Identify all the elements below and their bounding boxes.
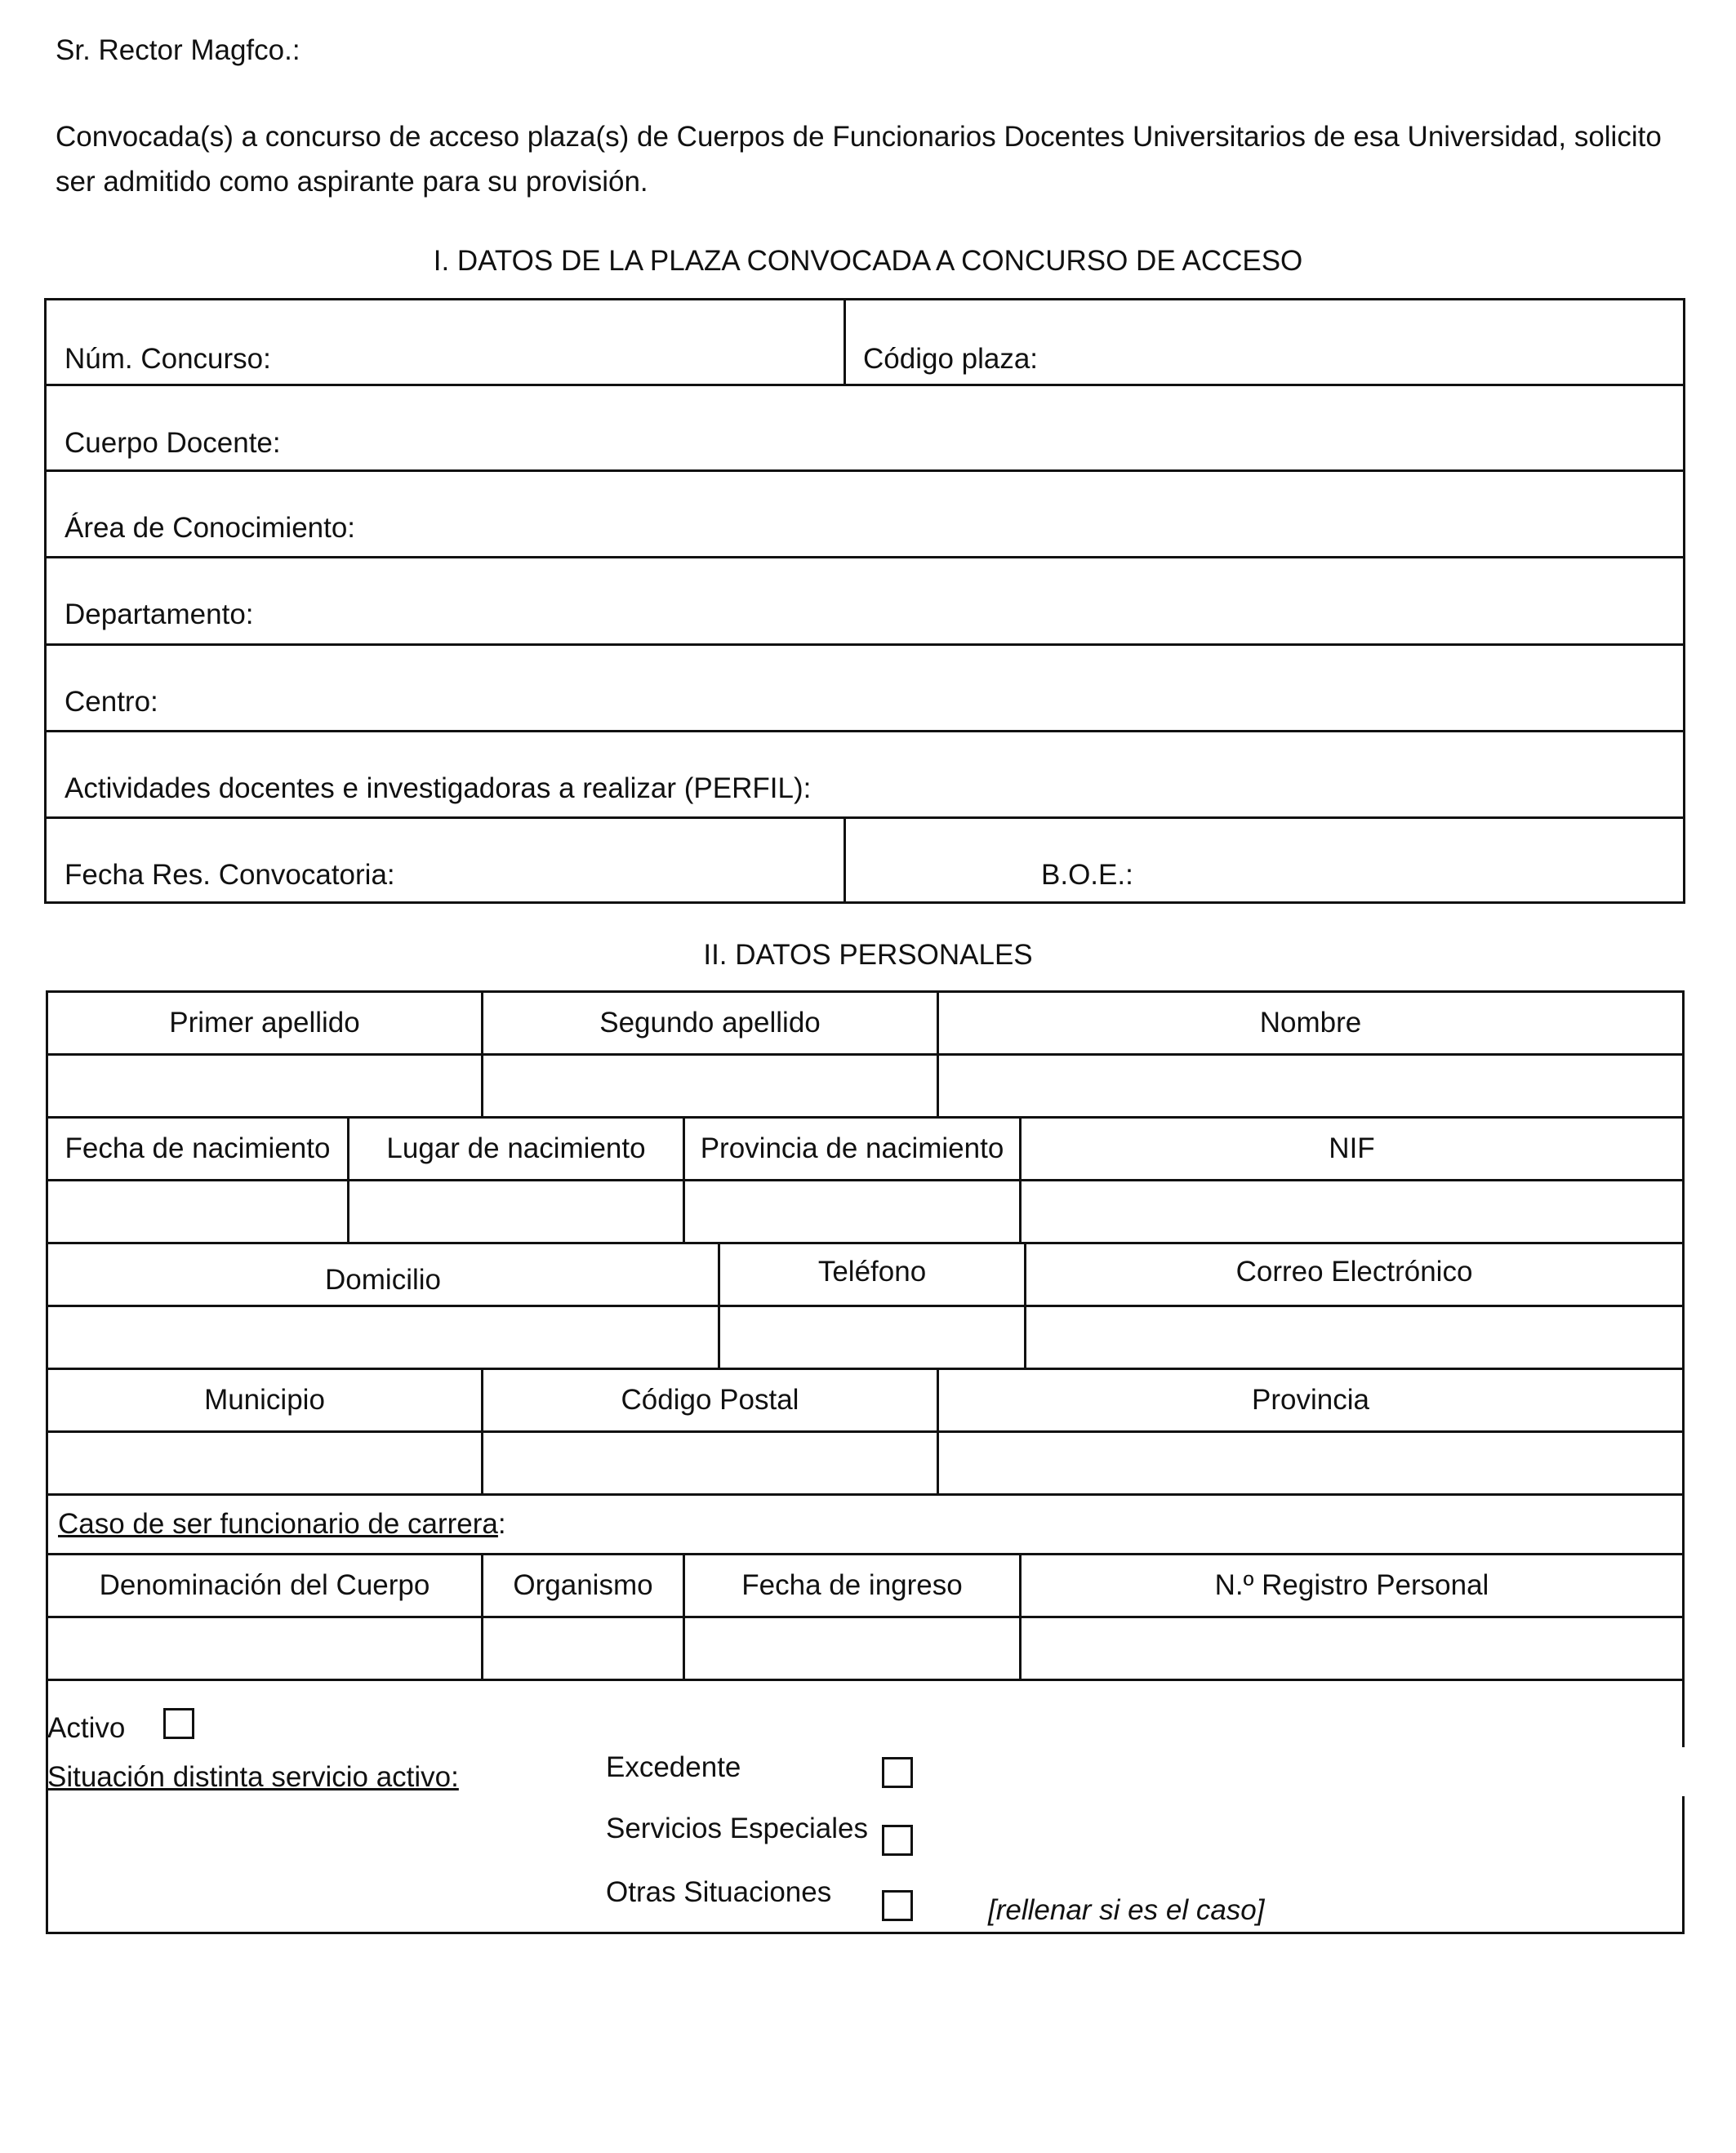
row-divider: [47, 816, 1683, 819]
correo-field[interactable]: [1024, 1305, 1685, 1370]
municipio-field[interactable]: [46, 1430, 483, 1496]
row-divider: [47, 643, 1683, 646]
telefono-header: Teléfono: [718, 1242, 1026, 1307]
departamento-label: Departamento:: [65, 598, 254, 630]
domicilio-field[interactable]: [46, 1305, 720, 1370]
funcionario-caption-row: [46, 1493, 1685, 1555]
fecha-nacimiento-field[interactable]: [46, 1179, 349, 1244]
lugar-nacimiento-field[interactable]: [347, 1179, 685, 1244]
section1-title: I. DATOS DE LA PLAZA CONVOCADA A CONCURSO DE ACCESO: [433, 245, 1303, 277]
codigo-postal-header: Código Postal: [481, 1368, 939, 1433]
organismo-field[interactable]: [481, 1616, 685, 1681]
municipio-header: Municipio: [46, 1368, 483, 1433]
centro-label: Centro:: [65, 686, 158, 718]
row-divider: [47, 730, 1683, 732]
situacion-label: Situación distinta servicio activo:: [47, 1761, 459, 1793]
codigo-plaza-label: Código plaza:: [863, 343, 1039, 375]
otras-situaciones-label: Otras Situaciones: [606, 1876, 832, 1908]
col-divider: [844, 817, 846, 901]
primer-apellido-field[interactable]: [46, 1053, 483, 1119]
registro-personal-header: N.º Registro Personal: [1019, 1553, 1685, 1618]
situacion-box-right-edge-lower: [1682, 1796, 1685, 1934]
rellenar-note: [rellenar si es el caso]: [988, 1894, 1265, 1926]
num-concurso-label: Núm. Concurso:: [65, 343, 271, 375]
cuerpo-docente-label: Cuerpo Docente:: [65, 427, 281, 459]
provincia-nacimiento-field[interactable]: [683, 1179, 1022, 1244]
activo-checkbox[interactable]: [163, 1708, 194, 1739]
plaza-table: [44, 298, 1685, 904]
organismo-header: Organismo: [481, 1553, 685, 1618]
nif-header: NIF: [1019, 1116, 1685, 1181]
primer-apellido-header: Primer apellido: [46, 990, 483, 1056]
fecha-ingreso-field[interactable]: [683, 1616, 1022, 1681]
correo-header: Correo Electrónico: [1024, 1242, 1685, 1307]
denominacion-field[interactable]: [46, 1616, 483, 1681]
row-divider: [47, 556, 1683, 558]
nombre-header: Nombre: [937, 990, 1685, 1056]
row-divider: [47, 384, 1683, 386]
funcionario-caption: Caso de ser funcionario de carrera: [58, 1508, 498, 1540]
fecha-res-label: Fecha Res. Convocatoria:: [65, 859, 395, 891]
actividades-label: Actividades docentes e investigadoras a realizar (PERFIL):: [65, 772, 812, 804]
nif-field[interactable]: [1019, 1179, 1685, 1244]
activo-label: Activo: [47, 1712, 126, 1744]
intro-paragraph: Convocada(s) a concurso de acceso plaza(s) de Cuerpos de Funcionarios Docentes Universitarios de esa Universidad, solicito ser admitido como aspirante para su provisión.: [56, 121, 1662, 198]
segundo-apellido-field[interactable]: [481, 1053, 939, 1119]
col-divider: [844, 300, 846, 385]
domicilio-header: Domicilio: [46, 1242, 720, 1307]
servicios-especiales-checkbox[interactable]: [882, 1825, 913, 1856]
lugar-nacimiento-header: Lugar de nacimiento: [347, 1116, 685, 1181]
fecha-ingreso-header: Fecha de ingreso: [683, 1553, 1022, 1618]
registro-personal-field[interactable]: [1019, 1616, 1685, 1681]
telefono-field[interactable]: [718, 1305, 1026, 1370]
area-conocimiento-label: Área de Conocimiento:: [65, 512, 356, 544]
segundo-apellido-header: Segundo apellido: [481, 990, 939, 1056]
provincia-nacimiento-header: Provincia de nacimiento: [683, 1116, 1022, 1181]
row-divider: [47, 469, 1683, 472]
otras-situaciones-checkbox[interactable]: [882, 1890, 913, 1921]
provincia-field[interactable]: [937, 1430, 1685, 1496]
provincia-header: Provincia: [937, 1368, 1685, 1433]
denominacion-header: Denominación del Cuerpo: [46, 1553, 483, 1618]
servicios-especiales-label: Servicios Especiales: [606, 1813, 868, 1844]
section2-title: II. DATOS PERSONALES: [703, 939, 1033, 971]
fecha-nacimiento-header: Fecha de nacimiento: [46, 1116, 349, 1181]
codigo-postal-field[interactable]: [481, 1430, 939, 1496]
nombre-field[interactable]: [937, 1053, 1685, 1119]
funcionario-caption-colon: :: [497, 1508, 506, 1540]
situacion-box: [46, 1679, 1685, 1934]
situacion-box-right-edge: [1682, 1679, 1685, 1747]
greeting: Sr. Rector Magfco.:: [56, 34, 300, 66]
excedente-checkbox[interactable]: [882, 1757, 913, 1788]
excedente-label: Excedente: [606, 1751, 741, 1783]
boe-label: B.O.E.:: [1041, 859, 1133, 891]
